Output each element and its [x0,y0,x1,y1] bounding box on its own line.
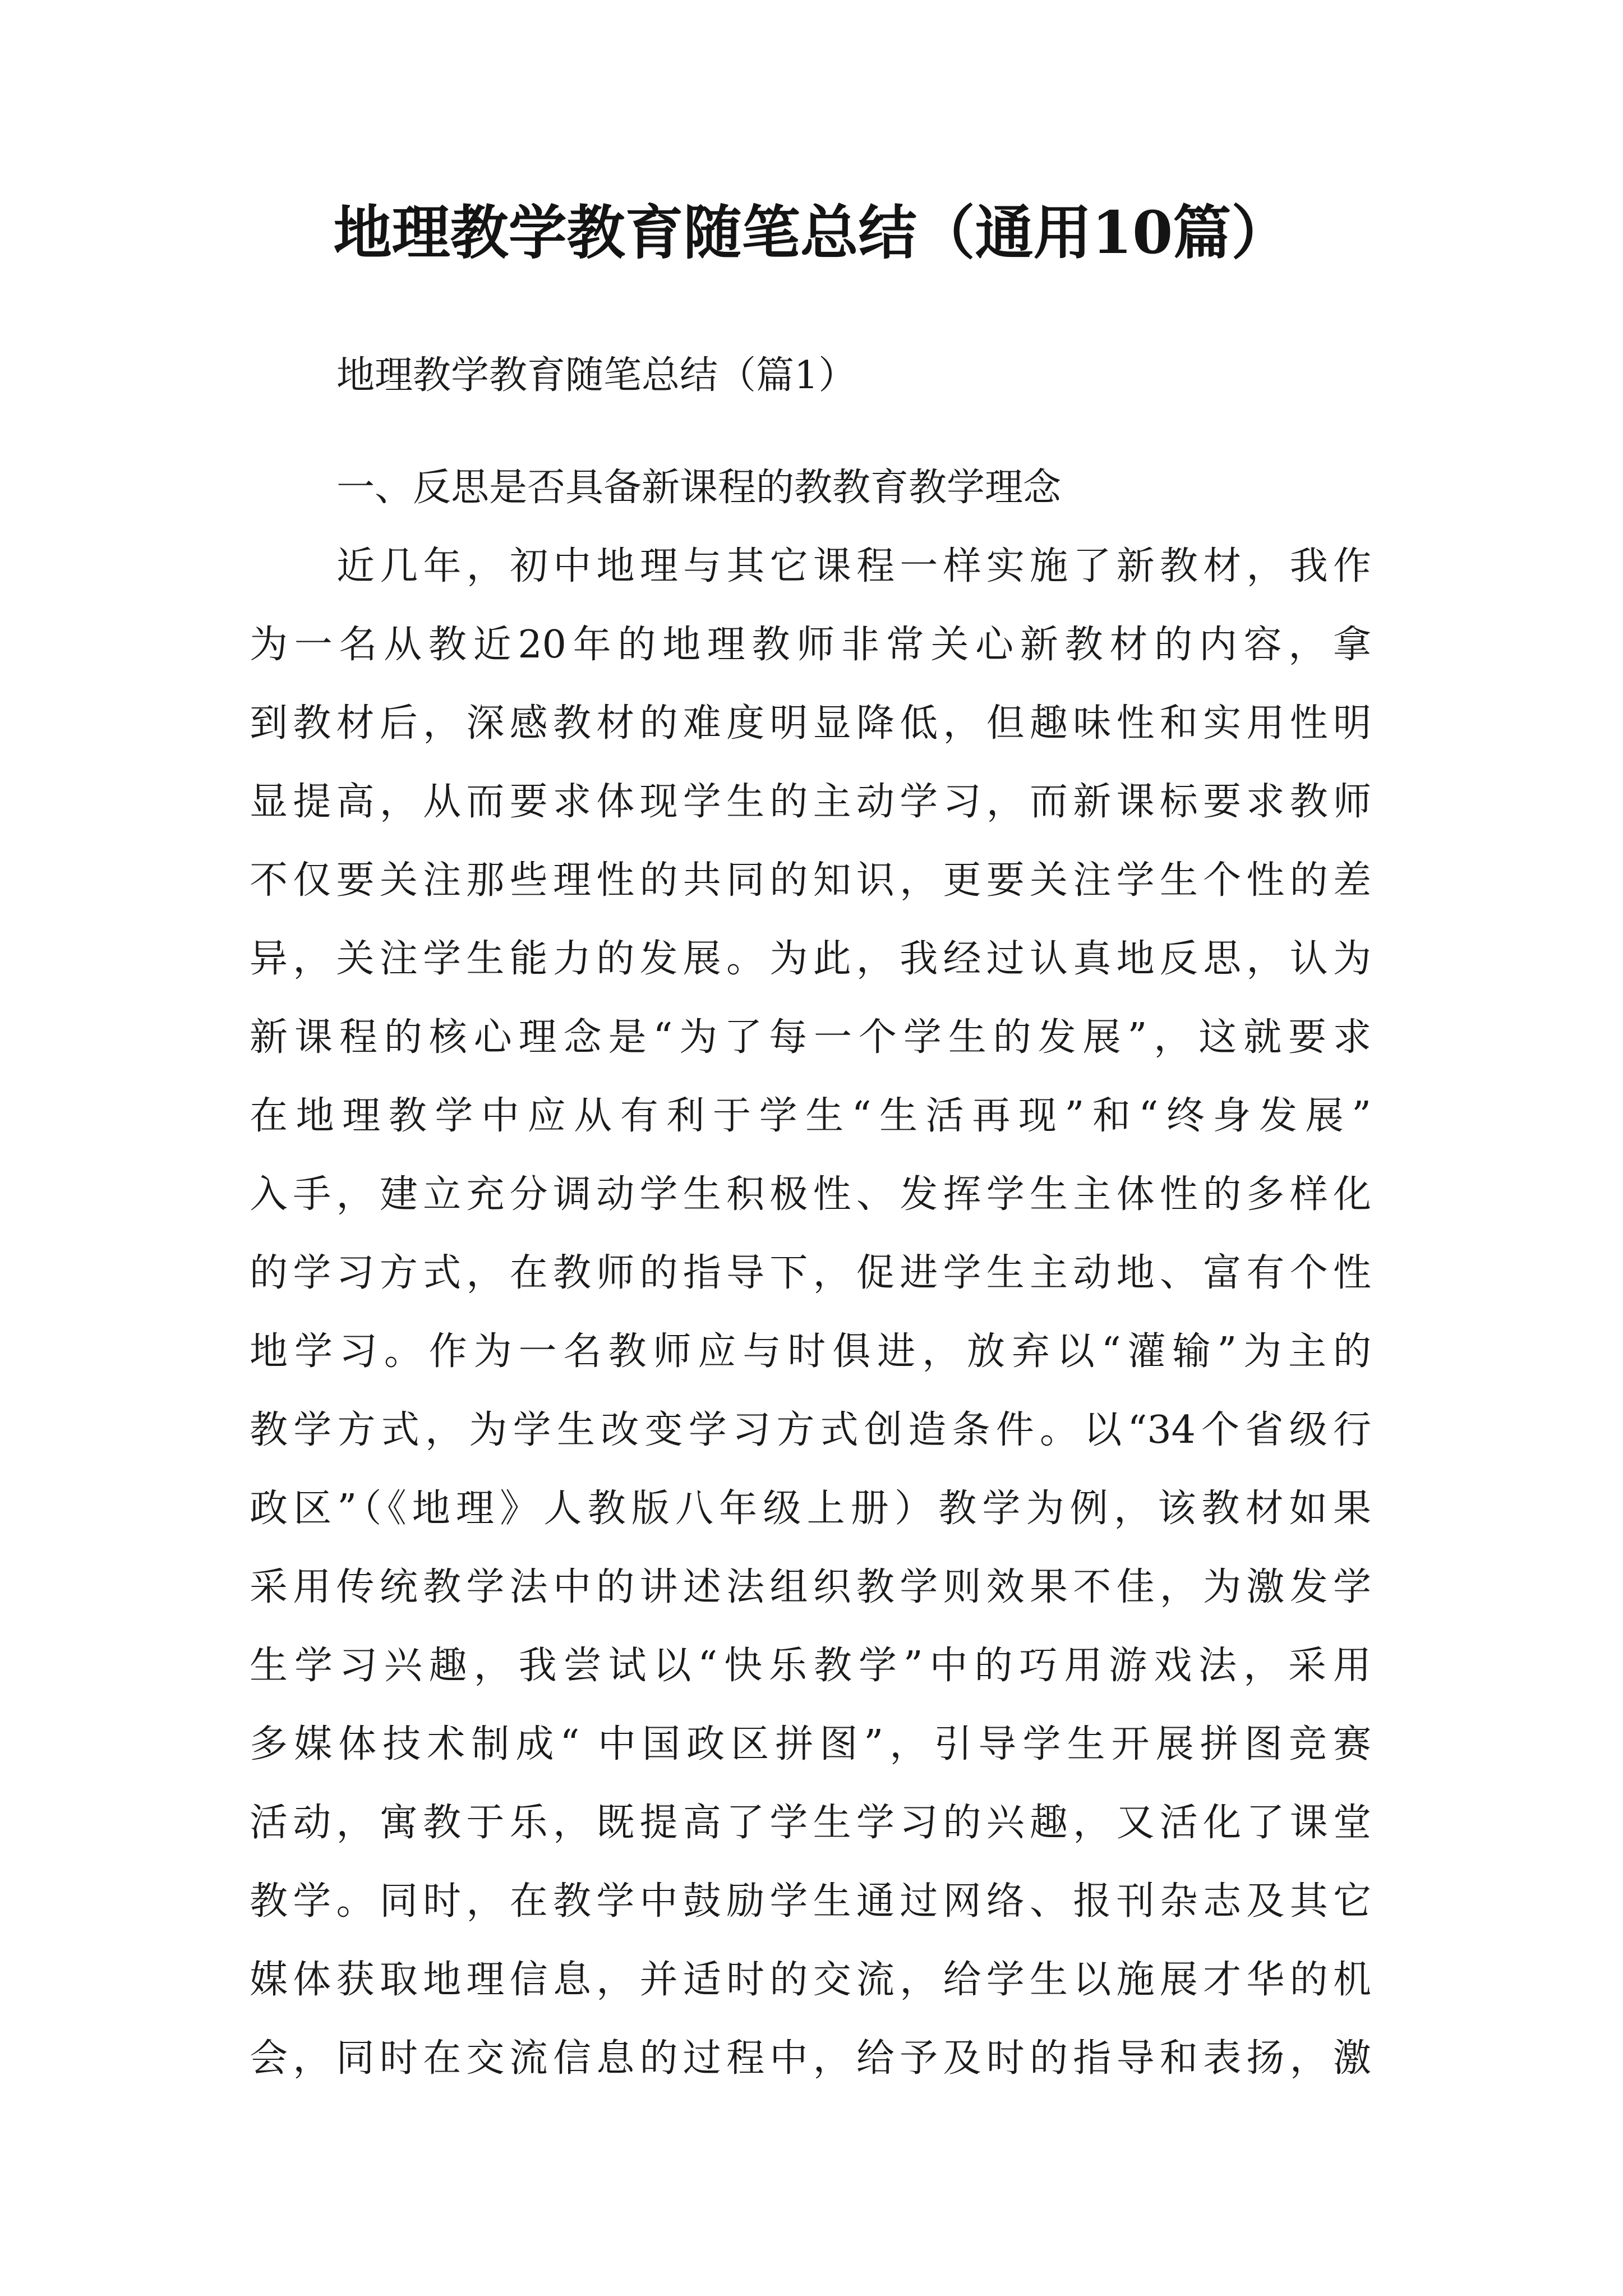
subheading: 一、反思是否具备新课程的教教育教学理念 [336,466,1062,510]
paragraph-line: 近几年，初中地理与其它课程一样实施了新教材，我作 [336,544,1371,588]
section-heading: 地理教学教育随笔总结（篇1） [336,353,857,398]
paragraph-line: 教学。同时，在教学中鼓励学生通过网络、报刊杂志及其它 [250,1879,1371,1924]
paragraph-line: 多媒体技术制成“ 中国政区拼图”，引导学生开展拼图竞赛 [250,1722,1371,1766]
paragraph-line: 显提高，从而要求体现学生的主动学习，而新课标要求教师 [250,780,1371,824]
paragraph-line: 到教材后，深感教材的难度明显降低，但趣味性和实用性明 [250,701,1371,746]
paragraph-line: 政区”（《地理》人教版八年级上册）教学为例，该教材如果 [250,1487,1371,1531]
paragraph-line: 生学习兴趣，我尝试以“快乐教学”中的巧用游戏法，采用 [250,1644,1371,1688]
paragraph-line: 入手，建立充分调动学生积极性、发挥学生主体性的多样化 [250,1172,1371,1217]
paragraph-line: 新课程的核心理念是“为了每一个学生的发展”，这就要求 [250,1015,1371,1060]
paragraph-line: 异，关注学生能力的发展。为此，我经过认真地反思，认为 [250,937,1371,981]
paragraph-line: 地学习。作为一名教师应与时俱进，放弃以“灌输”为主的 [250,1329,1371,1374]
paragraph-line: 采用传统教学法中的讲述法组织教学则效果不佳，为激发学 [250,1565,1371,1609]
paragraph-line: 在地理教学中应从有利于学生“生活再现”和“终身发展” [250,1094,1371,1138]
paragraph-line: 教学方式，为学生改变学习方式创造条件。以“34个省级行 [250,1408,1371,1452]
document-title: 地理教学教育随笔总结（通用10篇） [333,198,1290,267]
paragraph-line: 活动，寓教于乐，既提高了学生学习的兴趣，又活化了课堂 [250,1801,1371,1845]
paragraph-line: 不仅要关注那些理性的共同的知识，更要关注学生个性的差 [250,858,1371,903]
paragraph-line: 为一名从教近20年的地理教师非常关心新教材的内容，拿 [250,623,1371,667]
paragraph-line: 会，同时在交流信息的过程中，给予及时的指导和表扬，激 [250,2036,1371,2081]
paragraph-line: 的学习方式，在教师的指导下，促进学生主动地、富有个性 [250,1251,1371,1295]
paragraph-line: 媒体获取地理信息，并适时的交流，给学生以施展才华的机 [250,1958,1371,2002]
